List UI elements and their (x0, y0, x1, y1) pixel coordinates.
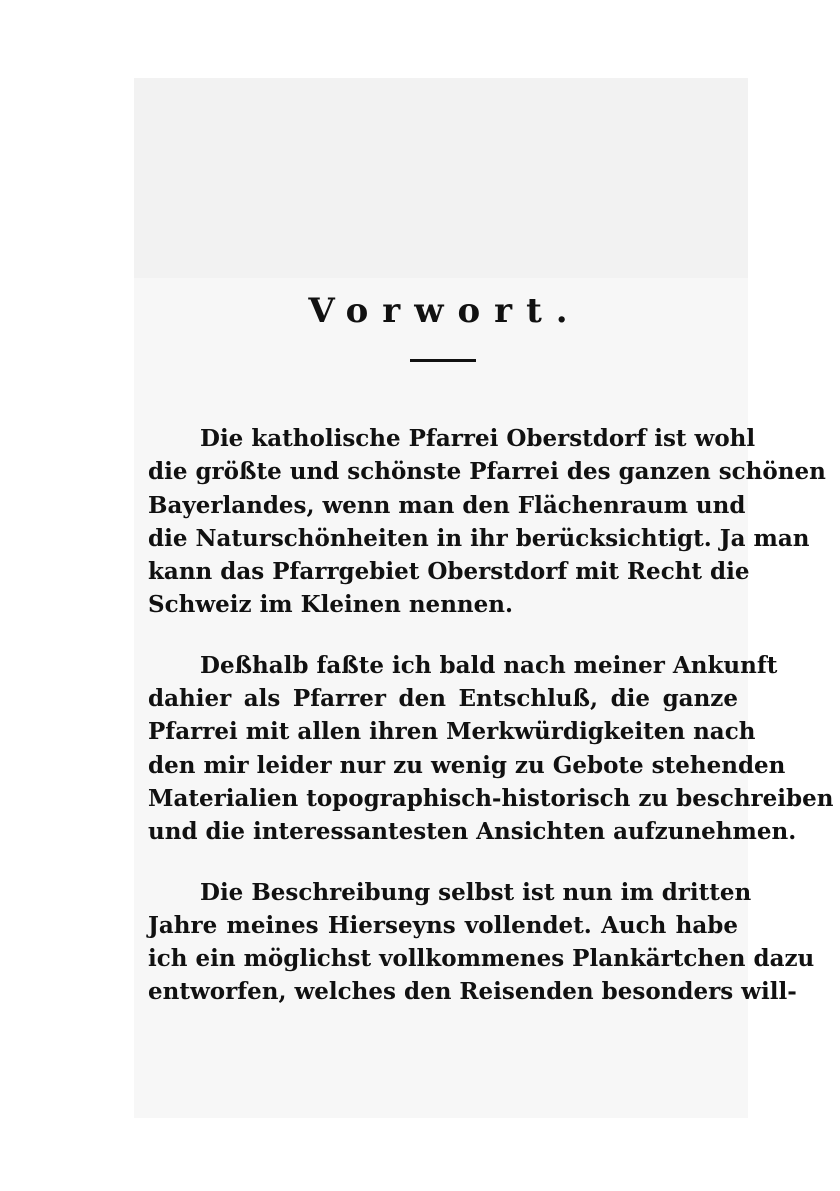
paragraph-3 (148, 876, 815, 1009)
paragraph-2 (148, 649, 834, 849)
page-title: Vorwort. (308, 291, 582, 331)
scan-shade (134, 78, 748, 278)
text-line: Jahre meines Hierseyns vollendet. Auch habe (148, 911, 738, 939)
text-line: den mir leider nur zu wenig zu Gebote stehenden (148, 751, 786, 779)
text-line: die Naturschönheiten in ihr berücksichtigt. Ja man (148, 524, 810, 552)
text-line: entworfen, welches den Reisenden besonders will- (148, 978, 797, 1006)
text-line: Die katholische Pfarrei Oberstdorf ist wohl (200, 425, 756, 452)
text-line: Schweiz im Kleinen nennen. (148, 591, 514, 619)
preface-text (148, 422, 834, 1009)
text-line: Bayerlandes, wenn man den Flächenraum und (148, 491, 746, 519)
text-line: kann das Pfarrgebiet Oberstdorf mit Recht die (148, 558, 750, 586)
document-body (148, 285, 834, 1036)
text-line: Pfarrei mit allen ihren Merkwürdigkeiten nach (148, 718, 756, 746)
text-line: Materialien topographisch-historisch zu beschreiben (148, 784, 834, 812)
text-line: dahier als Pfarrer den Entschluß, die ganze (148, 685, 738, 713)
text-line: und die interessantesten Ansichten aufzunehmen. (148, 818, 797, 846)
title-divider (410, 359, 476, 362)
text-line: die größte und schönste Pfarrei des ganzen schönen (148, 458, 826, 486)
paragraph-1 (148, 422, 826, 622)
text-line: Die Beschreibung selbst ist nun im dritten (200, 878, 752, 906)
text-line: ich ein möglichst vollkommenes Plankärtchen dazu (148, 945, 815, 973)
text-line: Deßhalb faßte ich bald nach meiner Ankunft (200, 651, 778, 679)
